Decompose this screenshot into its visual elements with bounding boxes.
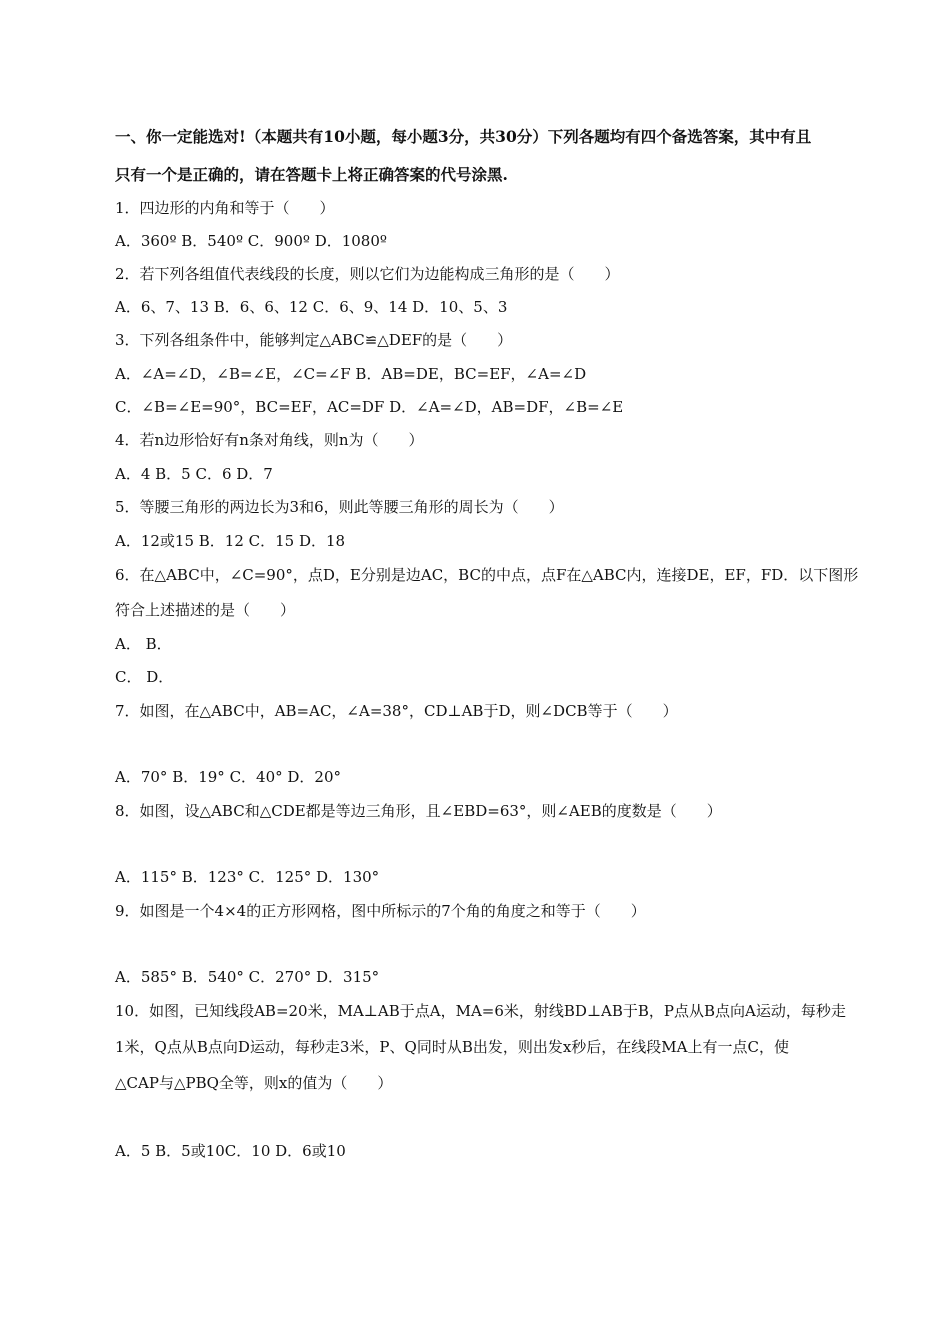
question-8-stem: 8．如图，设△ABC和△CDE都是等边三角形，且∠EBD=63°，则∠AEB的度数是（ ） <box>115 802 722 820</box>
question-3-options-a-b: A．∠A=∠D，∠B=∠E，∠C=∠F B．AB=DE，BC=EF，∠A=∠D <box>115 365 587 383</box>
question-5-options: A．12或15 B．12 C．15 D．18 <box>115 532 346 550</box>
section-header-line-2: 只有一个是正确的，请在答题卡上将正确答案的代号涂黑. <box>115 165 508 184</box>
question-6-options-c-d: C． D． <box>115 668 174 686</box>
question-4-options: A．4 B．5 C．6 D．7 <box>115 465 273 483</box>
question-3-options-c-d: C．∠B=∠E=90°，BC=EF，AC=DF D．∠A=∠D，AB=DF，∠B=∠E <box>115 398 624 416</box>
question-10-stem-line-3: △CAP与△PBQ全等，则x的值为（ ） <box>115 1074 393 1092</box>
question-10-stem-line-1: 10．如图，已知线段AB=20米，MA⊥AB于点A，MA=6米，射线BD⊥AB于B，P点从B点向A运动，每秒走 <box>115 1002 846 1020</box>
question-1-stem: 1．四边形的内角和等于（ ） <box>115 199 335 217</box>
question-5-stem: 5．等腰三角形的两边长为3和6，则此等腰三角形的周长为（ ） <box>115 498 564 516</box>
question-6-stem-line-1: 6．在△ABC中，∠C=90°，点D，E分别是边AC，BC的中点，点F在△ABC内，连接DE，EF，FD．以下图形 <box>115 566 859 584</box>
question-2-options: A．6、7、13 B．6、6、12 C．6、9、14 D．10、5、3 <box>115 298 508 316</box>
question-9-stem: 9．如图是一个4×4的正方形网格，图中所标示的7个角的角度之和等于（ ） <box>115 902 646 920</box>
question-2-stem: 2．若下列各组值代表线段的长度，则以它们为边能构成三角形的是（ ） <box>115 265 620 283</box>
question-8-options: A．115° B．123° C．125° D．130° <box>115 868 380 886</box>
question-10-stem-line-2: 1米，Q点从B点向D运动，每秒走3米，P、Q同时从B出发，则出发x秒后，在线段MA上有一点C，使 <box>115 1038 789 1056</box>
question-7-options: A．70° B．19° C．40° D．20° <box>115 768 342 786</box>
question-6-options-a-b: A． B． <box>115 635 172 653</box>
question-1-options: A．360º B．540º C．900º D．1080º <box>115 232 387 250</box>
question-3-stem: 3．下列各组条件中，能够判定△ABC≌△DEF的是（ ） <box>115 331 513 349</box>
question-9-options: A．585° B．540° C．270° D．315° <box>115 968 380 986</box>
question-7-stem: 7．如图，在△ABC中，AB=AC，∠A=38°，CD⊥AB于D，则∠DCB等于（ ） <box>115 702 678 720</box>
question-6-stem-line-2: 符合上述描述的是（ ） <box>115 601 296 619</box>
question-4-stem: 4．若n边形恰好有n条对角线，则n为（ ） <box>115 431 424 449</box>
question-10-options: A．5 B．5或10C．10 D．6或10 <box>115 1142 346 1160</box>
section-header-line-1: 一、你一定能选对!（本题共有10小题，每小题3分，共30分）下列各题均有四个备选答案，其中有且 <box>115 127 812 146</box>
